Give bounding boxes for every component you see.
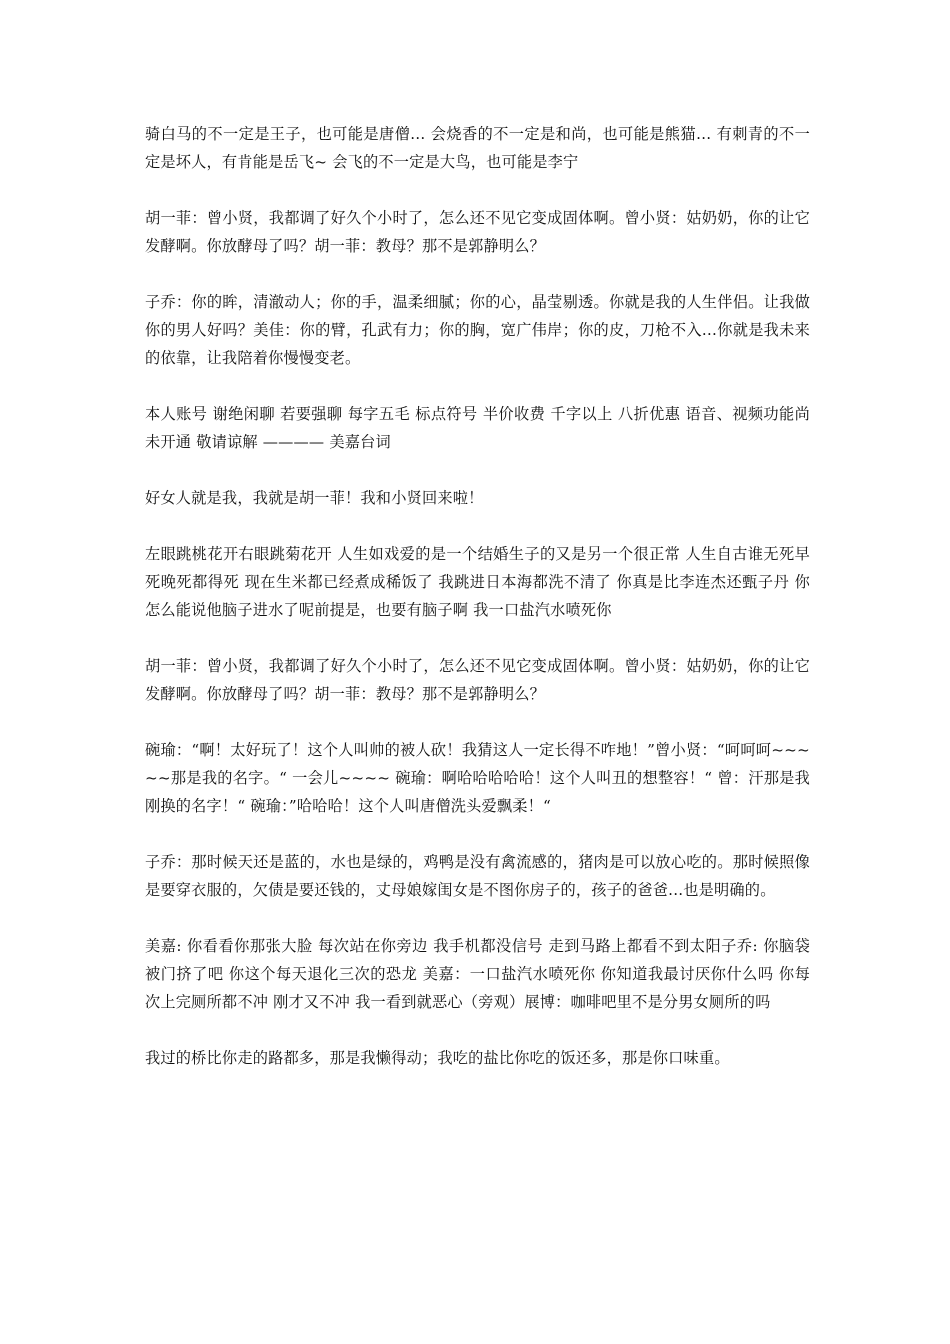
paragraph-9: 子乔：那时候天还是蓝的，水也是绿的，鸡鸭是没有禽流感的，猪肉是可以放心吃的。那时候照像是要穿衣服的，欠债是要还钱的，丈母娘嫁闺女是不图你房子的，孩子的爸爸...也是明确的。 [145,853,810,899]
paragraph-10: 美嘉: 你看看你那张大脸 每次站在你旁边 我手机都没信号 走到马路上都看不到太阳子乔: 你脑袋被门挤了吧 你这个每天退化三次的恐龙 美嘉：一口盐汽水喷死你 你知道我最讨厌你什么吗 你每次上完厕所都不冲 刚才又不冲 我一看到就恶心（旁观）展博：咖啡吧里不是分男女厕所的吗 [145,937,810,1011]
paragraph-5: 好女人就是我，我就是胡一菲！我和小贤回来啦！ [145,489,484,507]
paragraph-11: 我过的桥比你走的路都多，那是我懒得动；我吃的盐比你吃的饭还多，那是你口味重。 [145,1049,730,1067]
paragraph-6: 左眼跳桃花开右眼跳菊花开 人生如戏爱的是一个结婚生子的又是另一个很正常 人生自古谁无死早死晚死都得死 现在生米都已经煮成稀饭了 我跳进日本海都洗不清了 你真是比李连杰还甄子丹 你怎么能说他脑子进水了呢前提是，也要有脑子啊 我一口盐汽水喷死你 [145,545,810,619]
paragraph-3: 子乔：你的眸，清澈动人；你的手，温柔细腻；你的心，晶莹剔透。你就是我的人生伴侣。让我做你的男人好吗？美佳：你的臂，孔武有力；你的胸，宽广伟岸；你的皮，刀枪不入…你就是我未来的依靠，让我陪着你慢慢变老。 [145,293,810,367]
paragraph-2: 胡一菲：曾小贤，我都调了好久个小时了，怎么还不见它变成固体啊。曾小贤：姑奶奶，你的让它发酵啊。你放酵母了吗？胡一菲：教母？那不是郭静明么？ [145,209,810,255]
document-body [145,120,810,1100]
paragraph-8: 碗瑜：“啊！太好玩了！这个人叫帅的被人砍！我猜这人一定长得不咋地！”曾小贤：“呵呵呵~~~~~那是我的名字。“ 一会儿~~~~ 碗瑜：啊哈哈哈哈哈！这个人叫丑的想整容！“ 曾：汗那是我刚换的名字！“ 碗瑜：”哈哈哈！这个人叫唐僧洗头爱飘柔！“ [145,741,810,815]
paragraph-1: 骑白马的不一定是王子，也可能是唐僧… 会烧香的不一定是和尚，也可能是熊猫… 有刺青的不一定是坏人，有肯能是岳飞~ 会飞的不一定是大鸟，也可能是李宁 [145,125,810,171]
paragraph-4: 本人账号 谢绝闲聊 若要强聊 每字五毛 标点符号 半价收费 千字以上 八折优惠 语音、视频功能尚未开通 敬请谅解 ———— 美嘉台词 [145,405,810,451]
paragraph-7: 胡一菲：曾小贤，我都调了好久个小时了，怎么还不见它变成固体啊。曾小贤：姑奶奶，你的让它发酵啊。你放酵母了吗？胡一菲：教母？那不是郭静明么？ [145,657,810,703]
